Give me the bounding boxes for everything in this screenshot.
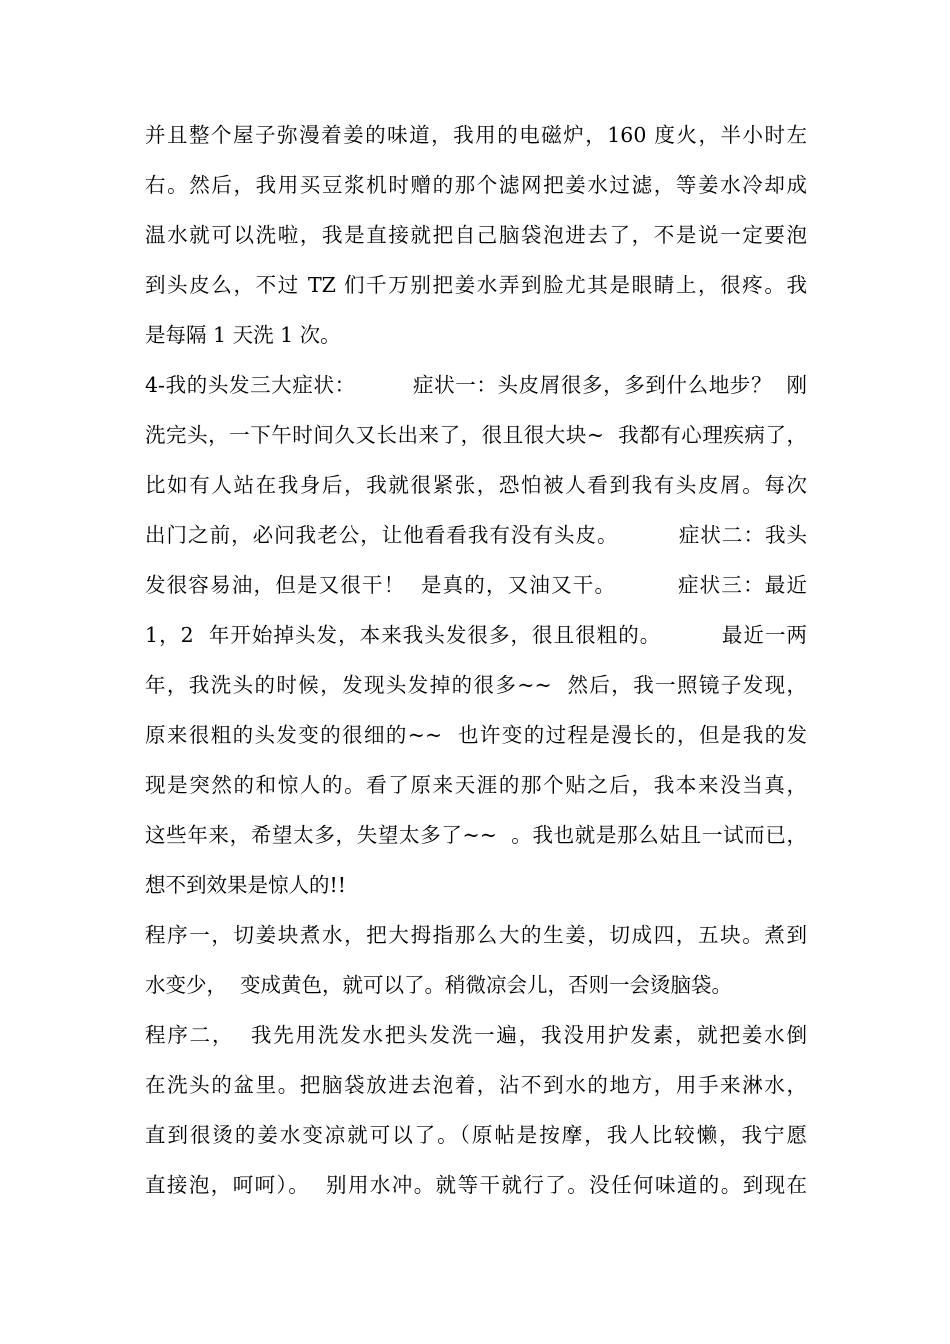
text-line: 程序一，切姜块煮水，把大拇指那么大的生姜，切成四，五块。煮到 [145, 923, 807, 947]
text-line: 水变少， 变成黄色，就可以了。稍微凉会儿，否则一会烫脑袋。 [145, 973, 733, 997]
text-line: 出门之前，必问我老公，让他看看我有没有头皮。 症状二：我头 [145, 523, 807, 547]
text-line: 比如有人站在我身后，我就很紧张，恐怕被人看到我有头皮屑。每次 [145, 473, 807, 497]
text-line: 发很容易油，但是又很干！ 是真的，又油又干。 症状三：最近 [145, 573, 807, 597]
text-line: 1，2 年开始掉头发，本来我头发很多，很且很粗的。 最近一两 [145, 623, 807, 647]
text-line: 这些年来，希望太多，失望太多了~~ 。我也就是那么姑且一试而已， [145, 823, 807, 847]
text-line: 直接泡，呵呵）。 别用水冲。就等干就行了。没任何味道的。到现在 [145, 1173, 807, 1197]
text-line: 是每隔 1 天洗 1 次。 [145, 323, 341, 347]
text-line: 洗完头，一下午时间久又长出来了，很且很大块~ 我都有心理疾病了， [145, 423, 807, 447]
text-line: 温水就可以洗啦，我是直接就把自己脑袋泡进去了，不是说一定要泡 [145, 223, 807, 247]
text-line: 原来很粗的头发变的很细的~~ 也许变的过程是漫长的，但是我的发 [145, 723, 807, 747]
text-line: 现是突然的和惊人的。看了原来天涯的那个贴之后，我本来没当真， [145, 773, 807, 797]
text-line: 程序二， 我先用洗发水把头发洗一遍，我没用护发素，就把姜水倒 [145, 1023, 807, 1047]
text-line: 在洗头的盆里。把脑袋放进去泡着，沾不到水的地方，用手来淋水， [145, 1073, 807, 1097]
text-line: 4-我的头发三大症状： 症状一：头皮屑很多，多到什么地步？ 刚 [145, 373, 807, 397]
text-line: 到头皮么，不过 TZ 们千万别把姜水弄到脸尤其是眼睛上，很疼。我 [145, 273, 807, 297]
text-line: 右。然后，我用买豆浆机时赠的那个滤网把姜水过滤，等姜水冷却成 [145, 173, 807, 197]
text-line: 并且整个屋子弥漫着姜的味道，我用的电磁炉，160 度火，半小时左 [145, 123, 807, 147]
text-line: 年，我洗头的时候，发现头发掉的很多~~ 然后，我一照镜子发现， [145, 673, 807, 697]
text-line: 直到很烫的姜水变凉就可以了。（原帖是按摩，我人比较懒，我宁愿 [145, 1123, 807, 1147]
text-line: 想不到效果是惊人的!! [145, 873, 346, 897]
